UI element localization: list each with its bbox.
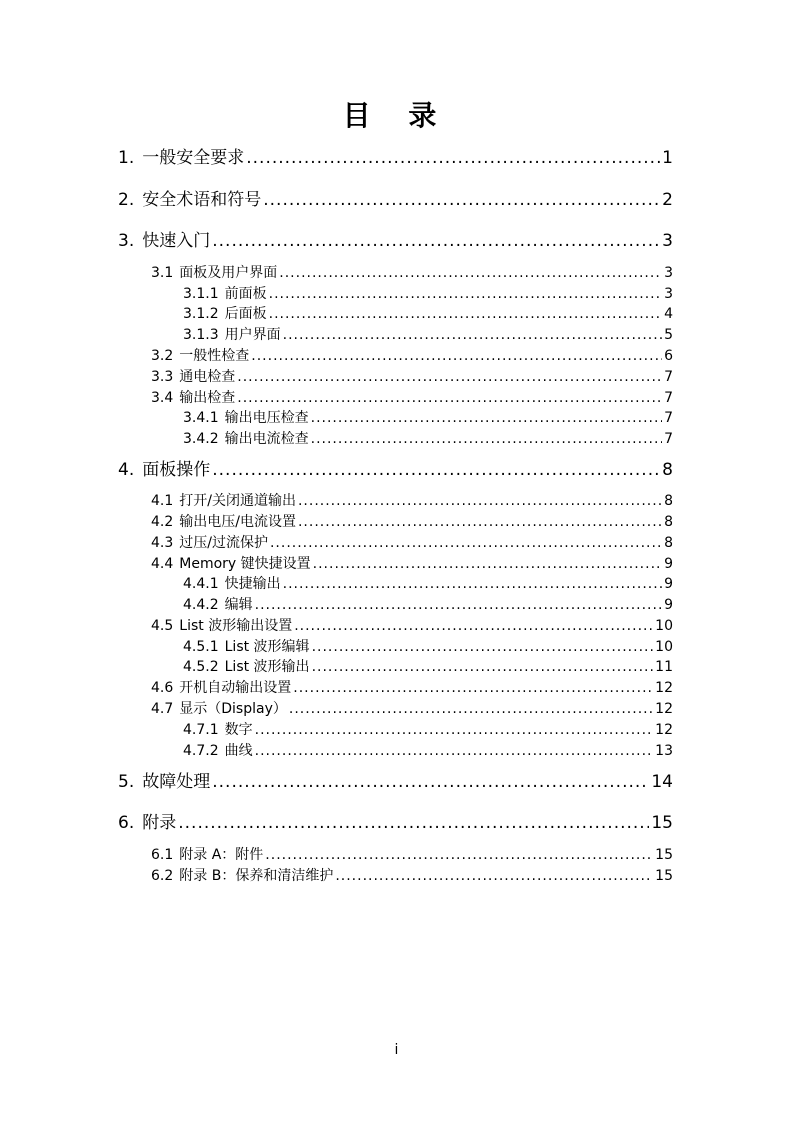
toc-entry-4-1[interactable] — [151, 491, 673, 511]
toc-label: 前面板 — [224, 286, 267, 302]
toc-entry-3-3[interactable] — [151, 367, 673, 387]
toc-leader — [294, 616, 653, 636]
toc-page: 7 — [664, 410, 673, 426]
toc-entry-2[interactable] — [118, 190, 673, 210]
toc-page: 6 — [664, 348, 673, 364]
toc-number: 4.5.2 — [183, 659, 219, 675]
toc-entry-3-4-1[interactable] — [183, 408, 673, 428]
toc-number: 3. — [118, 231, 135, 251]
toc-page: 15 — [655, 847, 673, 863]
toc-number: 1. — [118, 148, 135, 168]
toc-entry-4-4-1[interactable] — [183, 574, 673, 594]
toc-number: 4.4 — [151, 556, 174, 572]
toc-leader — [311, 429, 662, 449]
toc-label: 输出电压/电流设置 — [179, 514, 296, 530]
toc-page: 3 — [662, 231, 673, 251]
toc-leader — [212, 460, 660, 480]
toc-label: 曲线 — [224, 743, 253, 759]
toc-entry-4-4-2[interactable] — [183, 595, 673, 615]
toc-entry-4-5-1[interactable] — [183, 637, 673, 657]
toc-entry-3-1[interactable] — [151, 263, 673, 283]
toc-leader — [212, 231, 660, 251]
toc-number: 4.7.2 — [183, 743, 219, 759]
toc-leader — [178, 813, 649, 833]
toc-number: 4.7 — [151, 701, 174, 717]
toc-leader — [251, 346, 662, 366]
toc-page: 3 — [664, 265, 673, 281]
toc-number: 4.3 — [151, 535, 174, 551]
page-title: 目 录 — [342, 99, 451, 132]
toc-leader — [269, 304, 662, 324]
toc-label: 故障处理 — [142, 772, 211, 792]
toc-label: List 波形输出设置 — [179, 618, 293, 634]
toc-leader — [293, 678, 653, 698]
toc-label: 后面板 — [224, 306, 267, 322]
toc-label: 一般安全要求 — [142, 148, 245, 168]
toc-page: 9 — [664, 576, 673, 592]
toc-label: 通电检查 — [179, 369, 236, 385]
toc-number: 4.1 — [151, 493, 174, 509]
toc-entry-3-1-2[interactable] — [183, 304, 673, 324]
toc-page: 12 — [655, 680, 673, 696]
toc-leader — [312, 657, 654, 677]
toc-number: 3.3 — [151, 369, 174, 385]
toc-label: 面板及用户界面 — [179, 265, 278, 281]
toc-label: 用户界面 — [224, 327, 281, 343]
toc-label: 快速入门 — [142, 231, 211, 251]
toc-number: 3.4.2 — [183, 431, 219, 447]
toc-page: 12 — [655, 701, 673, 717]
toc-leader — [283, 574, 662, 594]
toc-leader — [298, 491, 662, 511]
toc-entry-5[interactable] — [118, 772, 673, 792]
toc-number: 6.2 — [151, 868, 174, 884]
toc-label: 开机自动输出设置 — [179, 680, 292, 696]
toc-entry-3-1-3[interactable] — [183, 325, 673, 345]
toc-label: 面板操作 — [142, 460, 211, 480]
toc-page: 1 — [662, 148, 673, 168]
toc-label: List 波形输出 — [224, 659, 310, 675]
toc-number: 3.1 — [151, 265, 174, 281]
toc-number: 3.4.1 — [183, 410, 219, 426]
toc-entry-4-7-2[interactable] — [183, 741, 673, 761]
toc-page: 8 — [664, 493, 673, 509]
toc-page: 9 — [664, 556, 673, 572]
toc-entry-4-7[interactable] — [151, 699, 673, 719]
toc-entry-4-4[interactable] — [151, 554, 673, 574]
toc-label: 打开/关闭通道输出 — [179, 493, 296, 509]
toc-entry-4-7-1[interactable] — [183, 720, 673, 740]
toc-entry-6-1[interactable] — [151, 845, 673, 865]
toc-leader — [237, 367, 662, 387]
toc-entry-4-3[interactable] — [151, 533, 673, 553]
toc-label: 一般性检查 — [179, 348, 250, 364]
toc-entry-3-2[interactable] — [151, 346, 673, 366]
toc-number: 2. — [118, 190, 135, 210]
page-number: i — [394, 1042, 399, 1058]
toc-page: 12 — [655, 722, 673, 738]
toc-label: 附录 A：附件 — [179, 847, 264, 863]
toc-number: 4.6 — [151, 680, 174, 696]
toc-number: 3.1.1 — [183, 286, 219, 302]
toc-number: 6. — [118, 813, 135, 833]
toc-entry-4-2[interactable] — [151, 512, 673, 532]
toc-number: 5. — [118, 772, 135, 792]
toc-entry-3[interactable] — [118, 231, 673, 251]
toc-number: 4.5 — [151, 618, 174, 634]
toc-label: 编辑 — [224, 597, 253, 613]
toc-number: 3.1.3 — [183, 327, 219, 343]
toc-label: 快捷输出 — [224, 576, 281, 592]
toc-page: 11 — [655, 659, 673, 675]
toc-label: 输出电压检查 — [224, 410, 309, 426]
toc-page: 15 — [651, 813, 673, 833]
toc-leader — [255, 595, 662, 615]
toc-label: 输出检查 — [179, 390, 236, 406]
toc-number: 3.4 — [151, 390, 174, 406]
toc-leader — [335, 866, 653, 886]
toc-entry-4-6[interactable] — [151, 678, 673, 698]
toc-number: 3.1.2 — [183, 306, 219, 322]
toc-number: 4.4.1 — [183, 576, 219, 592]
toc-leader — [269, 284, 662, 304]
toc-entry-3-4-2[interactable] — [183, 429, 673, 449]
toc-page: 10 — [655, 618, 673, 634]
toc-number: 6.1 — [151, 847, 174, 863]
toc-label: 附录 — [142, 813, 177, 833]
toc-number: 4.7.1 — [183, 722, 219, 738]
toc-page: 8 — [664, 514, 673, 530]
toc-label: 数字 — [224, 722, 253, 738]
toc-leader — [255, 720, 654, 740]
toc-leader — [255, 741, 654, 761]
toc-entry-4-5[interactable] — [151, 616, 673, 636]
toc-entry-3-4[interactable] — [151, 388, 673, 408]
toc-leader — [263, 190, 660, 210]
toc-entry-4-5-2[interactable] — [183, 657, 673, 677]
toc-leader — [313, 554, 662, 574]
toc-label: 附录 B：保养和清洁维护 — [179, 868, 334, 884]
toc-page: 3 — [664, 286, 673, 302]
toc-page: 15 — [655, 868, 673, 884]
toc-page: 8 — [662, 460, 673, 480]
toc-page: 4 — [664, 306, 673, 322]
toc-entry-6-2[interactable] — [151, 866, 673, 886]
toc-page: 9 — [664, 597, 673, 613]
toc-page: 14 — [651, 772, 673, 792]
toc-leader — [283, 325, 662, 345]
toc-entry-6[interactable] — [118, 813, 673, 833]
toc-leader — [298, 512, 662, 532]
toc-entry-4[interactable] — [118, 460, 673, 480]
toc-leader — [237, 388, 662, 408]
toc-label: 过压/过流保护 — [179, 535, 268, 551]
toc-label: 显示（Display） — [179, 701, 287, 717]
toc-leader — [246, 148, 660, 168]
toc-leader — [212, 772, 649, 792]
toc-page: 7 — [664, 369, 673, 385]
toc-page: 2 — [662, 190, 673, 210]
toc-leader — [270, 533, 662, 553]
toc-page: 5 — [664, 327, 673, 343]
toc-page: 8 — [664, 535, 673, 551]
toc-entry-1[interactable] — [118, 148, 673, 168]
toc-leader — [265, 845, 653, 865]
toc-label: List 波形编辑 — [224, 639, 310, 655]
toc-leader — [279, 263, 662, 283]
toc-label: 输出电流检查 — [224, 431, 309, 447]
toc-page: 7 — [664, 431, 673, 447]
toc-page: 13 — [655, 743, 673, 759]
toc-number: 3.2 — [151, 348, 174, 364]
toc-number: 4. — [118, 460, 135, 480]
toc-entry-3-1-1[interactable] — [183, 284, 673, 304]
toc-page: 7 — [664, 390, 673, 406]
toc-leader — [312, 637, 654, 657]
toc-leader — [289, 699, 653, 719]
toc-page: 10 — [655, 639, 673, 655]
toc-label: Memory 键快捷设置 — [179, 556, 311, 572]
toc-label: 安全术语和符号 — [142, 190, 262, 210]
toc-number: 4.2 — [151, 514, 174, 530]
toc-leader — [311, 408, 662, 428]
toc-number: 4.4.2 — [183, 597, 219, 613]
toc-number: 4.5.1 — [183, 639, 219, 655]
